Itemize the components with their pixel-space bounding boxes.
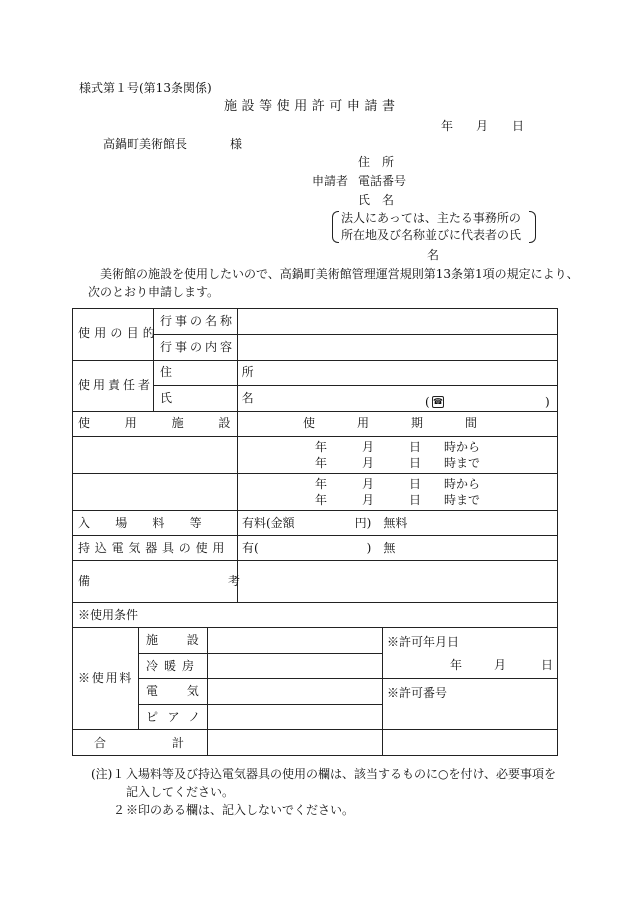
permit-date-year: 年 <box>450 658 463 672</box>
form-title: 施設等使用許可申請書 <box>224 99 400 114</box>
applicant-address-label: 住 所 <box>358 155 395 169</box>
bracket-right <box>529 211 536 243</box>
form-number: 様式第１号(第13条関係) <box>79 81 212 95</box>
period-from-1-month: 月 <box>362 440 375 454</box>
event-name-field[interactable] <box>238 309 556 333</box>
permit-date-label: ※許可年月日 <box>387 635 460 649</box>
event-content-label: 行事の内容 <box>160 340 236 354</box>
phone-close-paren: ) <box>545 395 550 409</box>
remarks-field[interactable] <box>238 561 556 601</box>
period-from-1-day: 日 <box>409 440 422 454</box>
fee-item-electric: 電気 <box>146 684 228 698</box>
permit-date-month: 月 <box>494 658 507 672</box>
conditions-label: ※使用条件 <box>78 608 139 622</box>
electric-label: 持込電気器具の使用 <box>78 541 230 555</box>
period-to-2-hour: 時まで <box>444 493 481 507</box>
corp-note-line2: 所在地及び名称並びに代表者の氏 <box>341 228 522 242</box>
period-from-2-hour: 時から <box>444 477 481 491</box>
event-name-label: 行事の名称 <box>160 314 236 328</box>
applicant-phone-label: 電話番号 <box>358 174 407 188</box>
note-1-line2: 記入してください。 <box>126 785 235 799</box>
electric-value[interactable]: 有( ) 無 <box>242 541 396 555</box>
period-header: 使用期間 <box>303 416 520 430</box>
fee-item-facility: 施設 <box>146 633 228 647</box>
period-to-1-hour: 時まで <box>444 456 481 470</box>
fee-label: ※使用料 <box>78 671 134 685</box>
corp-note-line1: 法人にあっては、主たる事務所の <box>341 211 521 225</box>
resp-address-label: 住 所 <box>160 365 283 379</box>
period-from-1-year: 年 <box>315 440 328 454</box>
applicant-label: 申請者 <box>312 174 349 188</box>
note-2-text: ※印のある欄は、記入しないでください。 <box>126 803 355 817</box>
resp-address-field[interactable] <box>238 361 556 384</box>
purpose-label: 使用の目的 <box>78 326 160 340</box>
event-content-field[interactable] <box>238 335 556 359</box>
total-label: 合計 <box>94 736 251 750</box>
period-to-2-day: 日 <box>409 493 422 507</box>
period-from-2-year: 年 <box>315 477 328 491</box>
intro-line2: 次のとおり申請します。 <box>88 285 220 299</box>
corp-note-line3: 名 <box>427 248 440 262</box>
period-to-1-day: 日 <box>409 456 422 470</box>
responsible-label: 使用責任者 <box>78 378 154 392</box>
period-from-2-month: 月 <box>362 477 375 491</box>
permit-number-label: ※許可番号 <box>387 686 448 700</box>
fee-item-piano: ピアノ <box>146 710 210 724</box>
period-to-1-month: 月 <box>362 456 375 470</box>
note-2-mark: ２ <box>113 803 126 817</box>
facility-field-1[interactable] <box>73 437 236 472</box>
admission-value[interactable]: 有料(金額 円) 無料 <box>242 516 408 530</box>
date-year: 年 <box>441 119 454 133</box>
resp-name-label: 氏 名 <box>160 391 283 405</box>
intro-line1: 美術館の施設を使用したいので、高鍋町美術館管理運営規則第13条第1項の規定により、 <box>100 267 579 281</box>
honorific: 様 <box>230 137 243 151</box>
period-from-1-hour: 時から <box>444 440 481 454</box>
applicant-name-label: 氏 名 <box>358 193 395 207</box>
period-to-2-month: 月 <box>362 493 375 507</box>
date-day: 日 <box>512 119 525 133</box>
fee-item-aircon: 冷暖房 <box>146 659 201 673</box>
date-month: 月 <box>476 119 489 133</box>
facility-header: 使用施設 <box>78 416 266 430</box>
telephone-icon: ☎ <box>433 397 443 406</box>
note-1-line1: 入場料等及び持込電気器具の使用の欄は、該当するものに○を付け、必要事項を <box>126 767 556 781</box>
resp-name-field[interactable] <box>238 386 556 410</box>
permit-date-day: 日 <box>541 658 554 672</box>
remarks-label: 備考 <box>78 574 379 588</box>
addressee: 高鍋町美術館長 <box>103 137 188 151</box>
note-1-mark: (注)１ <box>91 767 125 781</box>
bracket-left <box>332 211 339 243</box>
phone-open-paren: ( <box>425 395 430 409</box>
facility-field-2[interactable] <box>73 474 236 509</box>
admission-label: 入場料等 <box>78 516 227 530</box>
period-from-2-day: 日 <box>409 477 422 491</box>
period-to-2-year: 年 <box>315 493 328 507</box>
period-to-1-year: 年 <box>315 456 328 470</box>
